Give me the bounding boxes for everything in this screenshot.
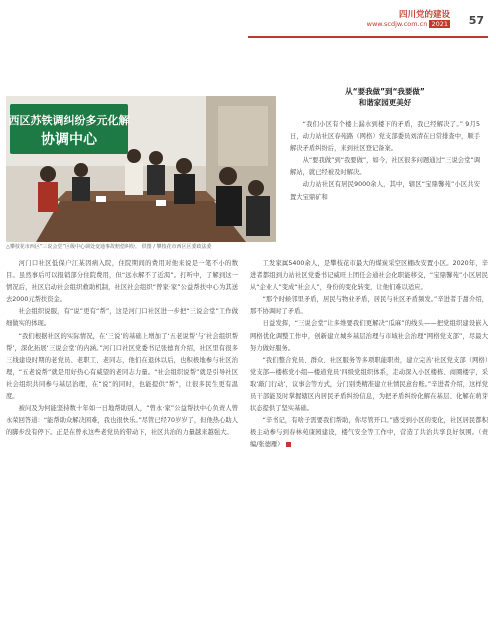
right-top-column	[290, 119, 480, 204]
page-number: 57	[468, 14, 484, 27]
paragraph: “那个时候邻里矛盾，居民与物业矛盾，居民与社区矛盾频发。”辛进者于甜介绍，那不协调时了矛盾。	[250, 296, 488, 316]
paragraph: 社会组织说服，有“说”更有“帮”，这是河门口社区进一步把“三说会堂”工作做细做实的体现。	[6, 308, 238, 328]
end-mark-icon	[286, 442, 291, 447]
paragraph: 从“要我做”到“我要做”，如今，社区很多问题通过“三说会堂”调解站，就已经被及时解决。	[290, 157, 480, 177]
paragraph: 工发家属5400余人，是攀枝花市最大的煤炭采空区棚改安置小区。2020年，辛进者都组到力站社区党委书记威旺上团任会通社会化职能移交，“宝鼎馨苑”小区居民从“企业人”变成“社会人”，身份的变化转变，让他们难以适应。	[250, 260, 488, 292]
paragraph: 河门口社区低保户江某因病入院，住院期间的费用对他来说是一笔不小的数目。虽然事后可以报销部分住院费用，但“远水解不了近渴”。打听中，了解到这一情况后，社区启动社会组织救助机制，社区社会组织“曾家·家”公益帮扶中心为其送去2000元帮扶资金。	[6, 260, 238, 304]
paragraph-last	[250, 415, 488, 451]
photo-caption: △攀枝花市西区“三说会堂”区级中心调处变通事故赔偿纠纷。 供图 / 攀枝花市西区区委政法委	[6, 244, 212, 250]
header-rule	[248, 36, 488, 38]
article-photo	[6, 96, 276, 242]
magazine-title: 四川党的建设	[398, 10, 450, 20]
left-column	[6, 258, 238, 439]
article-title	[290, 86, 480, 108]
paragraph: 动力站社区有居民9000余人，其中，辖区“宝鼎馨苑”小区共安置大宝鼎矿和	[290, 181, 480, 201]
year-badge: 2021	[431, 20, 448, 28]
right-bottom-column	[250, 258, 488, 452]
article-title-line-1: 从“要我做”到“我要做”	[345, 87, 425, 96]
paragraph: 被问及为何能坚持数十年如一日地帮助别人，“曾永·家”公益帮扶中心负责人曾永荣回答道：“能帮助众解决困难，我也很快乐。”尽管已经70岁岁了，但他热心助人的脚步没有停下。正是在曾永这些老党员的带动下，社区共治的力量越来越强大。	[6, 405, 238, 437]
article-title-line-2: 和谐家园更美好	[358, 98, 412, 107]
magazine-url	[367, 20, 450, 28]
meeting-photo-illustration	[6, 96, 276, 242]
paragraph: 日益发挥，“三说会堂”让多维要我们更解决“瓜麻”的线头——把党组织建设嵌入网格优化调整工作中，创新建立城乡基层治理与市域社会治理“网格党支部”，尽最大努力做好服务。	[250, 320, 488, 352]
paragraph: “我们整合党员、群众、社区服务等多项职能职责，建立完善‘社区党支部（网格）党支部—楼栋党小组—楼道党员’四级党组织体系，走动深入小区楼栋、商圈楼宇，采取‘敲门行动’，议事会等方式，分门别类精准建立社情民意台账。”辛进者介绍，这样党员干部能及时掌握辖区内居民矛盾纠纷信息，为把矛盾纠纷化解在基层、化解在萌芽状态提供了坚实基础。	[250, 356, 488, 413]
page-header	[248, 2, 488, 46]
paragraph-text: “辛书记，有啥子需要我们帮助，你尽管开口。”感受到小区的变化，社区居民都积极主动参与到春林苑康园建设，楼气安全等工作中，营造了共治共享良好氛围。（责编/张德雁）	[250, 417, 488, 449]
sign-line-2: 协调中心	[41, 132, 97, 148]
paragraph: “我们根据社区的实际情况，在‘三说’的基础上增加了‘五老说帮’与‘社会组织帮帮’，深化拓展‘三说会堂’的内涵。”河门口社区党委书记张德育介绍，社区里有很多三线建设时期的老党员、老职工、老同志，他们在退休以后，也积极地参与社区治理，“五老说帮”就是用好热心有威望的老同志力量。“社会组织说帮”就是引导社区社会组织共同参与基层治理，在“说”的同时，也能提供“帮”，让很多民生更有温度。	[6, 332, 238, 401]
sign-line-1: 西区苏铁调纠纷多元化解	[8, 114, 130, 127]
url-text: www.scdjw.com.cn	[366, 20, 428, 28]
paragraph: “我们小区有个楼上漏水到楼下的矛盾，我已经解决了。” 9月5日，动力站社区春苑路（网格）党支部委员刘清在日常排查中，顺手解决矛盾纠纷后，来到社区登记备案。	[290, 121, 480, 153]
